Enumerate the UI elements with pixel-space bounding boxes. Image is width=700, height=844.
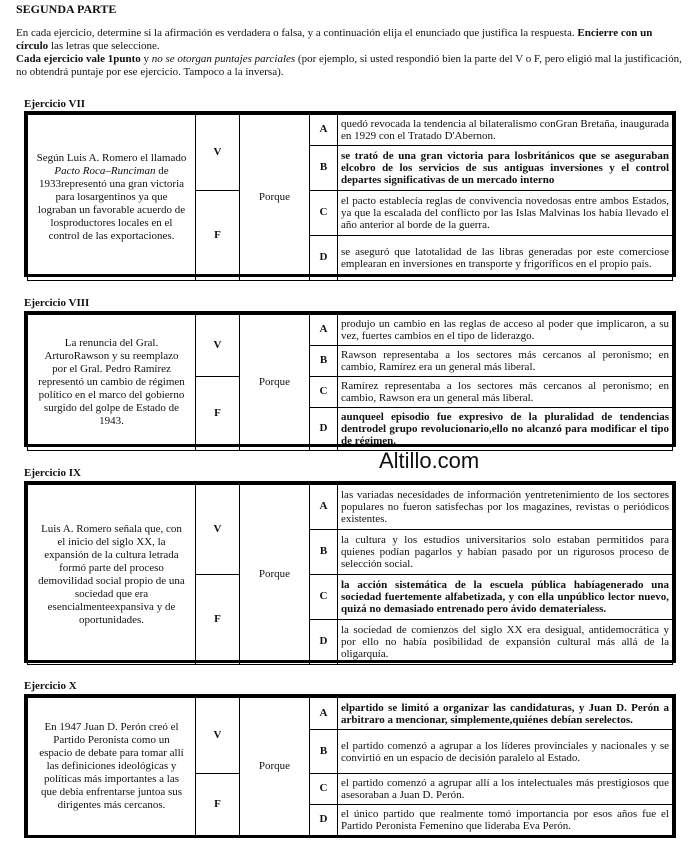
exercise-title: Ejercicio X [24, 680, 77, 692]
option-d-text: se aseguró que latotalidad de las libras generadas por este comerciose emplearan en inversiones en transporte y frigoríficos en el propio país. [338, 236, 673, 281]
option-letter-a[interactable]: A [310, 315, 338, 346]
option-d-text: el único partido que realmente tomó importancia por esos años fue el Partido Peronista Femenino que lideraba Eva Perón. [338, 805, 673, 836]
true-option[interactable]: V [196, 485, 240, 575]
option-letter-c[interactable]: C [310, 377, 338, 408]
exercise-title: Ejercicio VII [24, 98, 85, 110]
option-letter-b[interactable]: B [310, 530, 338, 575]
instructions [16, 27, 684, 79]
exercise-title: Ejercicio VIII [24, 297, 90, 309]
scoring-emphasis: no se otorgan puntajes parciales [151, 53, 296, 65]
false-option[interactable]: F [196, 774, 240, 836]
option-c-text: el partido comenzó a agrupar allí a los intelectuales más prestigiosos que asesoraban a Juan D. Perón. [338, 774, 673, 805]
option-letter-d[interactable]: D [310, 620, 338, 665]
porque-label: Porque [240, 698, 310, 836]
instructions-text: y [140, 53, 152, 65]
statement-italic: Pacto Roca–Runciman [54, 165, 156, 177]
option-b-text: la cultura y los estudios universitarios solo estaban permitidos para quienes podían pagarlos y habían pasado por un rigurosos proceso de selección social. [338, 530, 673, 575]
option-letter-a[interactable]: A [310, 485, 338, 530]
option-letter-c[interactable]: C [310, 191, 338, 236]
option-a-text: las variadas necesidades de información yentretenimiento de los sectores populares no fueron satisfechas por los magazines, revistas o periódicos existentes. [338, 485, 673, 530]
option-b-text: el partido comenzó a agrupar a los líderes provinciales y nacionales y se convirtió en un espacio de decisión paralelo al Estado. [338, 730, 673, 774]
option-c-text: Ramírez representaba a los sectores más cercanos al peronismo; en cambio, Rawson era un general más liberal. [338, 377, 673, 408]
true-option[interactable]: V [196, 315, 240, 377]
option-a-text: elpartido se limitó a organizar las candidaturas, y Juan D. Perón a arbitraro a mencionar, simplemente,quiénes debían serelectos. [338, 698, 673, 730]
exercise-7-table [24, 111, 676, 277]
false-option[interactable]: F [196, 575, 240, 665]
option-d-text: aunqueel episodio fue expresivo de la pluralidad de tendencias dentrodel grupo revolucionario,ello no alcanzó para modificar el tipo de régimen. [338, 408, 673, 451]
option-letter-c[interactable]: C [310, 774, 338, 805]
scoring-note: Cada ejercicio vale 1punto [16, 53, 141, 65]
option-c-text: el pacto establecía reglas de convivencia novedosas entre ambos Estados, ya que la escalada del conflicto por las Islas Malvinas los había llevado el año anterior al borde de la guerra. [338, 191, 673, 236]
instructions-emphasis: Encierre con un círculo [16, 27, 653, 52]
option-letter-a[interactable]: A [310, 115, 338, 146]
option-letter-d[interactable]: D [310, 805, 338, 836]
watermark: Altillo.com [379, 448, 480, 473]
exercise-statement: En 1947 Juan D. Perón creó el Partido Peronista como un espacio de debate para tomar allí las definiciones ideológicas y políticas más importantes a las que debía enfrentarse juntoa sus dirigentes más cercanos. [28, 698, 196, 836]
option-a-text: quedó revocada la tendencia al bilateralismo conGran Bretaña, inaugurada en 1929 con el Tratado D'Abernon. [338, 115, 673, 146]
option-c-text: la acción sistemática de la escuela pública habíagenerado una sociedad fuertemente alfabetizada, y con ella unpúblico lector nuevo, quizá no demasiado entrenado pero ávido dematerialess. [338, 575, 673, 620]
exercise-9-table [24, 481, 676, 663]
exercise-title: Ejercicio IX [24, 467, 81, 479]
exercise-8-table [24, 311, 676, 447]
exercise-statement [28, 115, 196, 281]
option-letter-d[interactable]: D [310, 408, 338, 451]
option-letter-d[interactable]: D [310, 236, 338, 281]
true-option[interactable]: V [196, 115, 240, 191]
porque-label: Porque [240, 485, 310, 665]
instructions-text: (por ejemplo, si usted respondió bien la parte del V o F, pero eligió mal la justificación, no obtendrá puntaje por ese ejercicio. Tampoco a la inversa). [16, 53, 682, 78]
section-title: SEGUNDA PARTE [16, 2, 117, 16]
exercise-statement: La renuncia del Gral. ArturoRawson y su reemplazo por el Gral. Pedro Ramírez representó un cambio de régimen político en el marco del gobierno surgido del golpe de Estado de 1943. [28, 315, 196, 451]
statement-text: Según Luis A. Romero el llamado Pacto Roca–Runciman de 1933representó una gran victoria para losargentinos ya que lograban un favorable acuerdo de losproductores locales en el control de las exportaciones. [36, 152, 187, 242]
porque-label: Porque [240, 115, 310, 281]
option-letter-a[interactable]: A [310, 698, 338, 730]
option-a-text: produjo un cambio en las reglas de acceso al poder que implicaron, a su vez, fuertes cambios en el tipo de liderazgo. [338, 315, 673, 346]
option-b-text: Rawson representaba a los sectores más cercanos al peronismo; en cambio, Ramírez era un general más liberal. [338, 346, 673, 377]
option-letter-b[interactable]: B [310, 146, 338, 191]
instructions-text: En cada ejercicio, determine si la afirmación es verdadera o falsa, y a continuación elija el enunciado que justifica la respuesta. [16, 27, 578, 39]
option-letter-c[interactable]: C [310, 575, 338, 620]
instructions-text: las letras que seleccione. [48, 40, 160, 52]
option-letter-b[interactable]: B [310, 346, 338, 377]
option-b-text: se trató de una gran victoria para losbritánicos que se aseguraban elcobro de los servicios de sus antiguas inversiones y el control departes significativas de un mercado interno [338, 146, 673, 191]
exercise-10-table [24, 694, 676, 838]
porque-label: Porque [240, 315, 310, 451]
false-option[interactable]: F [196, 191, 240, 281]
option-d-text: la sociedad de comienzos del siglo XX era desigual, antidemocrática y por ello no había posibilidad de expansión cultural más allá de la oligarquía. [338, 620, 673, 665]
exercise-statement: Luis A. Romero señala que, con el inicio del siglo XX, la expansión de la cultura letrada formó parte del proceso demovilidad social propio de una sociedad que era esencialmenteexpansiva y de oportunidades. [28, 485, 196, 665]
false-option[interactable]: F [196, 377, 240, 451]
option-letter-b[interactable]: B [310, 730, 338, 774]
true-option[interactable]: V [196, 698, 240, 774]
